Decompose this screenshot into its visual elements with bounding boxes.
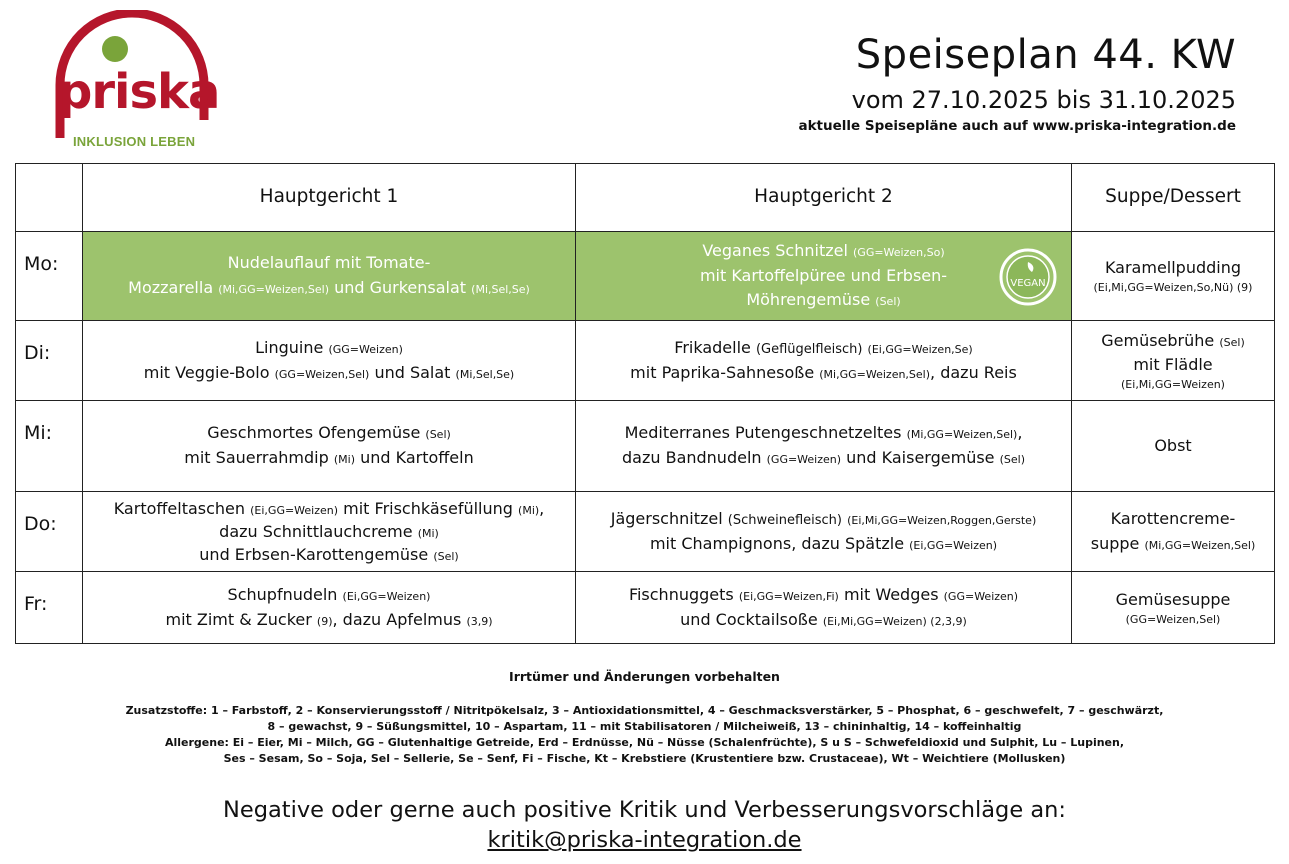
allergen-note: (Ei,Mi,GG=Weizen,Roggen,Gerste) (847, 513, 1037, 527)
soup-dessert (1072, 492, 1275, 572)
allergen-note: (Ei,GG=Weizen) (909, 538, 998, 552)
dish-text: Veganes Schnitzel (702, 240, 848, 260)
allergen-note: (GG=Weizen) (766, 453, 842, 466)
feedback-section (0, 795, 1289, 856)
legend-line: Zusatzstoffe: 1 – Farbstoff, 2 – Konservierungsstoff / Nitritpökelsalz, 3 – Antioxidationsmittel, 4 – Geschmacksverstärker, 5 – Phosphat, 6 – geschwefelt, 7 – geschwärzt, (125, 704, 1164, 717)
dish-text: mit Wedges (843, 584, 939, 604)
dish-text: mit Zimt & Zucker (165, 609, 312, 629)
dish-text: , dazu Apfelmus (332, 609, 462, 629)
dish-text: Mozzarella (128, 278, 214, 297)
dish-text: Obst (1154, 435, 1192, 455)
dish-text: , dazu Reis (930, 362, 1017, 382)
table-header-row (16, 164, 1275, 232)
dish-text: , (539, 498, 545, 518)
disclaimer: Irrtümer und Änderungen vorbehalten (509, 669, 780, 684)
allergen-note: (Sel) (425, 428, 451, 442)
legend-line: Allergene: Ei – Eier, Mi – Milch, GG – Glutenhaltige Getreide, Erd – Erdnüsse, Nü – Nüsse (Schalenfrüchte), S u S – Schwefeldioxid und Sulphit, Lu – Lupinen, (164, 735, 1125, 749)
allergen-note: (GG=Weizen) (328, 342, 403, 356)
dish-text: Schupfnudeln (227, 584, 338, 604)
dish-text: Jägerschnitzel (610, 508, 723, 528)
dish-text: Gemüsebrühe (1101, 330, 1215, 350)
dish-text: und Gurkensalat (334, 278, 467, 297)
priska-logo (55, 10, 220, 149)
vegan-badge-icon (999, 248, 1057, 306)
dish-text: mit Champignons, dazu Spätzle (649, 533, 905, 553)
allergen-note: (Sel) (999, 453, 1025, 466)
table-row-fr (16, 572, 1275, 644)
allergen-note: (Mi) (518, 503, 540, 517)
dish-text: Kartoffeltaschen (113, 498, 246, 518)
dish-h2 (576, 321, 1072, 401)
allergen-note: (Ei,GG=Weizen) (250, 503, 339, 517)
feedback-text: Negative oder gerne auch positive Kritik und Verbesserungsvorschläge an: (223, 797, 1066, 823)
dish-text: Linguine (255, 337, 324, 357)
allergen-note: (Mi,Sel,Se) (455, 367, 515, 381)
logo-tagline: INKLUSION LEBEN (73, 134, 196, 149)
dish-text: mit Sauerrahmdip (184, 448, 329, 467)
dish-text: Nudelauflauf mit Tomate- (227, 253, 431, 273)
dish-h2 (576, 492, 1072, 572)
allergen-note: (Sel) (1219, 335, 1245, 349)
dish-h1 (83, 401, 576, 492)
dish-text: dazu Schnittlauchcreme (219, 521, 413, 541)
table-row-di (16, 321, 1275, 401)
soup-dessert (1072, 321, 1275, 401)
dish-text: und Kartoffeln (360, 448, 474, 467)
dish-text: und Kaisergemüse (846, 448, 995, 467)
dish-text: mit Kartoffelpüree und Erbsen- (699, 265, 948, 285)
dish-text: Möhrengemüse (746, 290, 871, 310)
dish-h2 (576, 401, 1072, 492)
dish-text: mit Veggie-Bolo (143, 362, 270, 382)
additives-allergens-legend (0, 703, 1289, 767)
menu-table (15, 163, 1275, 644)
allergen-note: (GG=Weizen,So) (853, 245, 945, 259)
logo-wordmark: priska (58, 64, 220, 120)
dish-text: Frikadelle (674, 337, 751, 357)
allergen-note: (Mi) (417, 526, 439, 540)
header-hauptgericht-1: Hauptgericht 1 (83, 164, 576, 232)
allergen-note: (Ei,Mi,GG=Weizen,So,Nü) (9) (1093, 281, 1253, 295)
allergen-note: (Ei,GG=Weizen,Se) (867, 342, 973, 356)
table-row-mi (16, 401, 1275, 492)
page-title: Speiseplan 44. KW (855, 32, 1236, 78)
dish-h2 (576, 572, 1072, 644)
allergen-note: (Mi,GG=Weizen,Sel) (906, 428, 1018, 442)
legend-line: 8 – gewachst, 9 – Süßungsmittel, 10 – Aspartam, 11 – mit Stabilisatoren / Milcheiweiß, 13 – chininhaltig, 14 – koffeinhaltig (267, 719, 1022, 733)
header-hauptgericht-2: Hauptgericht 2 (576, 164, 1072, 232)
meat-note: (Schweinefleisch) (727, 512, 842, 528)
allergen-note: (Mi,GG=Weizen,Sel) (1144, 538, 1256, 552)
header-suppe-dessert: Suppe/Dessert (1072, 164, 1275, 232)
website-hint: aktuelle Speisepläne auch auf www.priska-integration.de (798, 118, 1236, 134)
dish-text: und Cocktailsoße (680, 609, 818, 629)
dish-h1 (83, 321, 576, 401)
allergen-note: (Sel) (433, 550, 459, 564)
allergen-note: (Mi,GG=Weizen,Sel) (218, 283, 329, 296)
allergen-note: (Mi) (333, 453, 355, 466)
legend-line: Ses – Sesam, So – Soja, Sel – Sellerie, Se – Senf, Fi – Fische, Kt – Krebstiere (Krustentiere bzw. Crustaceae), Wt – Weichtiere (Mollusken) (223, 751, 1066, 765)
allergen-note: (GG=Weizen) (943, 589, 1019, 603)
dish-text: Geschmortes Ofengemüse (207, 423, 421, 443)
date-range: vom 27.10.2025 bis 31.10.2025 (851, 86, 1236, 114)
vegan-badge-text: VEGAN (1010, 278, 1046, 289)
dish-text: mit Flädle (1133, 355, 1213, 375)
allergen-note: (GG=Weizen,Sel) (274, 367, 370, 381)
table-row-mo (16, 232, 1275, 321)
allergen-note: (9) (316, 614, 333, 628)
header-day (16, 164, 83, 232)
allergen-note: (Ei,GG=Weizen,Fi) (738, 589, 839, 603)
soup-dessert (1072, 232, 1275, 321)
dish-h1 (83, 232, 576, 321)
allergen-note: (Ei,Mi,GG=Weizen) (1121, 378, 1225, 392)
day-label: Fr: (16, 572, 83, 644)
dish-text: Gemüsesuppe (1115, 589, 1231, 609)
soup-dessert (1072, 401, 1275, 492)
dish-text: Mediterranes Putengeschnetzeltes (624, 423, 902, 443)
day-label: Di: (16, 321, 83, 401)
dish-text: mit Frischkäsefüllung (343, 498, 513, 518)
soup-dessert (1072, 572, 1275, 644)
dish-text: , (1017, 423, 1023, 443)
dish-h2 (576, 232, 1072, 321)
allergen-note: (Ei,GG=Weizen) (342, 589, 431, 603)
allergen-note: (Mi,Sel,Se) (471, 283, 530, 296)
allergen-note: (Ei,Mi,GG=Weizen) (2,3,9) (822, 614, 967, 628)
day-label: Mi: (16, 401, 83, 492)
dish-text: Karottencreme- (1110, 508, 1236, 528)
day-label: Mo: (16, 232, 83, 321)
dish-text: suppe (1090, 533, 1140, 553)
table-row-do (16, 492, 1275, 572)
dish-h1 (83, 492, 576, 572)
dish-text: und Salat (374, 362, 451, 382)
allergen-note: (Sel) (875, 295, 901, 309)
feedback-email-link[interactable]: kritik@priska-integration.de (487, 827, 802, 854)
dish-text: Fischnuggets (628, 584, 734, 604)
allergen-note: (3,9) (466, 614, 493, 628)
allergen-note: (Mi,GG=Weizen,Sel) (819, 367, 931, 381)
day-label: Do: (16, 492, 83, 572)
dish-text: Karamellpudding (1104, 258, 1242, 278)
dish-h1 (83, 572, 576, 644)
dish-text: mit Paprika-Sahnesoße (630, 362, 815, 382)
dish-text: und Erbsen-Karottengemüse (199, 545, 429, 565)
allergen-note: (GG=Weizen,Sel) (1125, 612, 1221, 626)
dish-text: dazu Bandnudeln (622, 448, 762, 467)
meat-note: (Geflügelfleisch) (755, 341, 863, 357)
